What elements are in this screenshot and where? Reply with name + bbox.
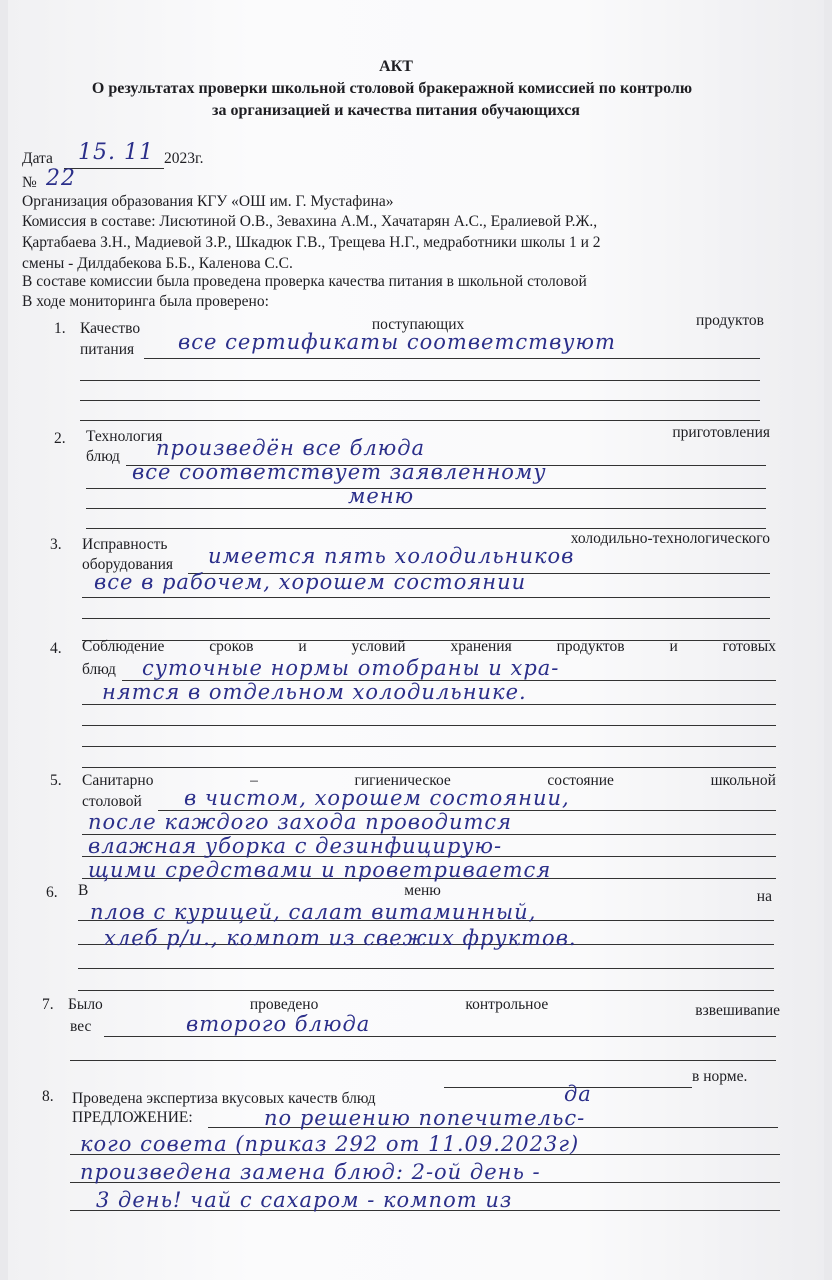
item-8-handwriting-3: произведена замена блюд: 2-ой день - [80, 1160, 541, 1184]
item-1-word: поступающих [371, 316, 465, 333]
item-6-handwriting-2: хлеб р/и., компот из свежих фруктов. [104, 926, 577, 950]
answer-line [78, 990, 774, 991]
item-4-handwriting-2: нятся в отдельном холодильнике. [102, 680, 527, 704]
item-1-number: 1. [54, 320, 66, 337]
item-3-word: холодильно-технологического [570, 530, 770, 547]
item-5-handwriting-3: влажная уборка с дезинфицирую- [88, 834, 503, 858]
item-7-word: проведено [249, 996, 319, 1013]
item-1-word: продуктов [696, 312, 764, 329]
answer-line [80, 380, 760, 381]
item-6-word: на [756, 888, 772, 905]
date-year: 2023г. [164, 150, 204, 167]
item-5-word: – [250, 772, 258, 789]
answer-line [86, 488, 766, 489]
intro-line-2: В ходе мониторинга была проверено: [22, 293, 269, 310]
item-8-handwriting-4: 3 день! чай с сахаром - компот из [96, 1188, 513, 1212]
act-title: АКТ [379, 58, 413, 75]
answer-line [70, 1060, 776, 1061]
answer-line [144, 358, 760, 359]
item-2-word: приготовления [672, 424, 770, 441]
act-subtitle-1: О результатах проверки школьной столовой бракеражной комиссией по контролю [91, 80, 693, 97]
item-4-word: продуктов [556, 638, 625, 655]
item-5-handwriting-2: после каждого захода проводится [88, 810, 513, 834]
item-7-word: Было [68, 996, 103, 1013]
answer-line [82, 767, 776, 768]
intro-line-1: В составе комиссии была проведена проверка качества питания в школьной столовой [22, 273, 587, 290]
date-label: Дата [22, 150, 53, 167]
item-6-number: 6. [46, 884, 58, 901]
item-6-word: меню [404, 882, 441, 899]
item-7-handwriting-1: второго блюда [186, 1012, 371, 1036]
item-8-number: 8. [42, 1088, 54, 1105]
item-4-word: сроков [209, 638, 254, 655]
item-4-word: и [669, 638, 678, 655]
item-2-handwriting-2: все соответствует заявленному [132, 460, 547, 484]
item-3-handwriting-1: имеется пять холодильников [208, 544, 575, 568]
item-1-handwriting-1: все сертификаты соответствуют [178, 330, 616, 354]
item-4-label [82, 638, 776, 656]
item-8-norm-handwriting: да [564, 1082, 592, 1106]
item-3-number: 3. [50, 536, 62, 553]
item-4-handwriting-1: суточные нормы отобраны и хра- [142, 656, 560, 680]
item-1-label-2: питания [80, 341, 135, 358]
item-6-word: В [78, 882, 89, 899]
item-4-number: 4. [50, 640, 62, 657]
item-5-label-2: столовой [82, 793, 142, 810]
proposal-label: ПРЕДЛОЖЕНИЕ: [72, 1109, 193, 1126]
answer-line [104, 1036, 776, 1037]
number-value: 22 [46, 166, 76, 191]
item-3-word: Исправность [82, 536, 168, 553]
item-7-label [68, 996, 780, 1020]
item-8-handwriting-2: кого совета (приказ 292 от 11.09.2023г) [80, 1132, 580, 1156]
item-7-number: 7. [42, 996, 54, 1013]
answer-line [86, 528, 766, 529]
item-4-label-2: блюд [82, 661, 116, 678]
item-5-word: Санитарно [82, 772, 154, 789]
date-underline [64, 168, 164, 169]
answer-line [80, 420, 760, 421]
item-1-word: Качество [80, 320, 141, 337]
item-8-label: Проведена экспертиза вкусовых качеств блюд [72, 1090, 376, 1107]
answer-line [82, 597, 770, 598]
item-2-number: 2. [54, 430, 66, 447]
answer-line [82, 746, 776, 747]
answer-line [82, 618, 770, 619]
date-value: 15. 11 [78, 140, 154, 165]
act-subtitle-2: за организацией и качества питания обучающихся [212, 102, 580, 119]
item-4-word: условий [351, 638, 406, 655]
item-5-word: школьной [710, 772, 776, 789]
item-4-word: хранения [450, 638, 512, 655]
item-3-label-2: оборудования [82, 556, 174, 573]
item-4-word: Соблюдение [82, 638, 165, 655]
item-5-handwriting-4: щими средствами и проветривается [88, 858, 552, 882]
item-5-word: состояние [547, 772, 614, 789]
commission-line-1: Комиссия в составе: Лисютиной О.В., Зевахина А.М., Хачатарян А.С., Ералиевой Р.Ж., [22, 213, 598, 230]
organization-line: Организация образования КГУ «ОШ им. Г. Мустафина» [22, 193, 394, 210]
item-4-word: готовых [722, 638, 776, 655]
item-7-word: контрольное [465, 996, 549, 1013]
commission-line-3: смены - Дилдабекова Б.Б., Каленова С.С. [22, 255, 293, 272]
document-page [8, 0, 824, 1280]
item-2-label-2: блюд [86, 448, 120, 465]
item-7-label-2: вес [70, 1018, 92, 1035]
item-6-handwriting-1: плов с курицей, салат витаминный, [90, 900, 537, 924]
answer-line [82, 725, 776, 726]
item-5-number: 5. [50, 772, 62, 789]
answer-line [78, 968, 774, 969]
item-5-word: гигиеническое [354, 772, 451, 789]
item-8-handwriting-1: по решению попечительс- [264, 1106, 586, 1130]
item-2-handwriting-1: произведён все блюда [156, 436, 426, 460]
answer-line [86, 508, 766, 509]
item-2-handwriting-3: меню [348, 484, 415, 508]
number-label: № [22, 174, 37, 191]
commission-line-2: Қартабаева З.Н., Мадиевой З.Р., Шкадюк Г.В., Трещева Н.Г., медработники школы 1 и 2 [22, 234, 601, 251]
item-5-handwriting-1: в чистом, хорошем состоянии, [184, 786, 570, 810]
item-2-word: Технология [86, 428, 163, 445]
norm-suffix: в норме. [692, 1068, 748, 1085]
answer-line [82, 704, 776, 705]
item-7-word: взвешиваnие [695, 1002, 780, 1019]
item-3-handwriting-2: все в рабочем, хорошем состоянии [94, 570, 527, 594]
item-4-word: и [298, 638, 307, 655]
answer-line [80, 400, 760, 401]
